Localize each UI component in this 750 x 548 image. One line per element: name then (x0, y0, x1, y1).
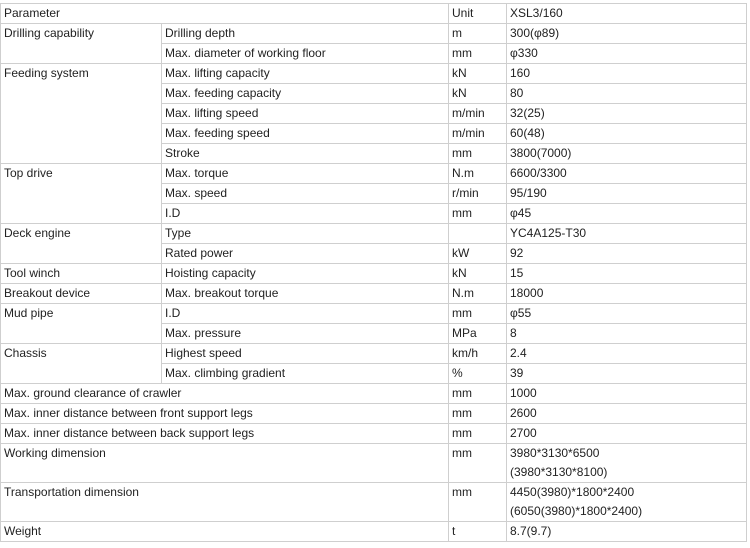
table-row (1, 284, 747, 304)
param-name: I.D (162, 204, 449, 224)
param-name: Transportation dimension (1, 483, 449, 522)
param-value: 2.4 (507, 344, 747, 364)
param-name: Max. lifting speed (162, 104, 449, 124)
param-name: Max. inner distance between back support legs (1, 424, 449, 444)
param-name: Weight (1, 522, 449, 542)
param-name: Hoisting capacity (162, 264, 449, 284)
table-row (1, 224, 747, 244)
table-row (1, 64, 747, 84)
param-name: Max. pressure (162, 324, 449, 344)
param-unit: m (449, 24, 507, 44)
param-name: Max. feeding speed (162, 124, 449, 144)
param-name: Highest speed (162, 344, 449, 364)
param-value (507, 444, 747, 483)
param-unit: kN (449, 64, 507, 84)
param-name: Max. breakout torque (162, 284, 449, 304)
group-label: Deck engine (1, 224, 162, 264)
param-value: 3800(7000) (507, 144, 747, 164)
param-value: φ45 (507, 204, 747, 224)
group-label: Feeding system (1, 64, 162, 164)
table-row-header (1, 4, 747, 24)
param-unit: m/min (449, 124, 507, 144)
param-name: Drilling depth (162, 24, 449, 44)
param-unit: mm (449, 384, 507, 404)
spec-table (0, 3, 747, 542)
param-name: Max. inner distance between front support legs (1, 404, 449, 424)
param-name: I.D (162, 304, 449, 324)
table-row (1, 444, 747, 483)
param-unit: mm (449, 483, 507, 522)
table-row (1, 522, 747, 542)
param-name: Stroke (162, 144, 449, 164)
param-unit: mm (449, 404, 507, 424)
value-line: 3980*3130*6500 (510, 446, 600, 460)
param-unit (449, 224, 507, 244)
param-name: Max. feeding capacity (162, 84, 449, 104)
param-value: 60(48) (507, 124, 747, 144)
value-line: (6050(3980)*1800*2400) (510, 504, 643, 518)
param-unit: kN (449, 264, 507, 284)
param-unit: t (449, 522, 507, 542)
param-name: Max. lifting capacity (162, 64, 449, 84)
table-row (1, 424, 747, 444)
table-row (1, 384, 747, 404)
param-unit: m/min (449, 104, 507, 124)
param-name: Working dimension (1, 444, 449, 483)
param-value: 300(φ89) (507, 24, 747, 44)
param-unit: mm (449, 304, 507, 324)
param-name: Max. diameter of working floor (162, 44, 449, 64)
header-unit: Unit (449, 4, 507, 24)
param-unit: N.m (449, 164, 507, 184)
param-unit: mm (449, 444, 507, 483)
param-value: 8 (507, 324, 747, 344)
param-value: φ55 (507, 304, 747, 324)
table-row (1, 483, 747, 522)
param-value: 39 (507, 364, 747, 384)
param-unit: mm (449, 144, 507, 164)
param-unit: N.m (449, 284, 507, 304)
param-value: 92 (507, 244, 747, 264)
param-value: 95/190 (507, 184, 747, 204)
param-unit: MPa (449, 324, 507, 344)
param-value: 6600/3300 (507, 164, 747, 184)
param-value: 80 (507, 84, 747, 104)
param-unit: kW (449, 244, 507, 264)
table-row (1, 164, 747, 184)
header-model: XSL3/160 (507, 4, 747, 24)
table-row (1, 304, 747, 324)
param-value: 2700 (507, 424, 747, 444)
param-value: YC4A125-T30 (507, 224, 747, 244)
param-unit: % (449, 364, 507, 384)
param-unit: mm (449, 44, 507, 64)
param-value: 8.7(9.7) (507, 522, 747, 542)
param-name: Max. torque (162, 164, 449, 184)
group-label: Tool winch (1, 264, 162, 284)
param-name: Max. ground clearance of crawler (1, 384, 449, 404)
value-line: 4450(3980)*1800*2400 (510, 485, 635, 499)
table-row (1, 404, 747, 424)
param-unit: mm (449, 424, 507, 444)
group-label: Top drive (1, 164, 162, 224)
param-unit: r/min (449, 184, 507, 204)
param-name: Max. climbing gradient (162, 364, 449, 384)
group-label: Drilling capability (1, 24, 162, 64)
param-value: 18000 (507, 284, 747, 304)
param-name: Type (162, 224, 449, 244)
table-row (1, 24, 747, 44)
param-value: φ330 (507, 44, 747, 64)
param-name: Max. speed (162, 184, 449, 204)
header-parameter: Parameter (1, 4, 449, 24)
value-line: (3980*3130*8100) (510, 465, 608, 479)
param-unit: km/h (449, 344, 507, 364)
param-value: 32(25) (507, 104, 747, 124)
param-value (507, 483, 747, 522)
param-value: 2600 (507, 404, 747, 424)
param-value: 160 (507, 64, 747, 84)
param-value: 15 (507, 264, 747, 284)
group-label: Breakout device (1, 284, 162, 304)
table-row (1, 264, 747, 284)
param-value: 1000 (507, 384, 747, 404)
table-row (1, 344, 747, 364)
group-label: Mud pipe (1, 304, 162, 344)
group-label: Chassis (1, 344, 162, 384)
param-name: Rated power (162, 244, 449, 264)
param-unit: kN (449, 84, 507, 104)
param-unit: mm (449, 204, 507, 224)
